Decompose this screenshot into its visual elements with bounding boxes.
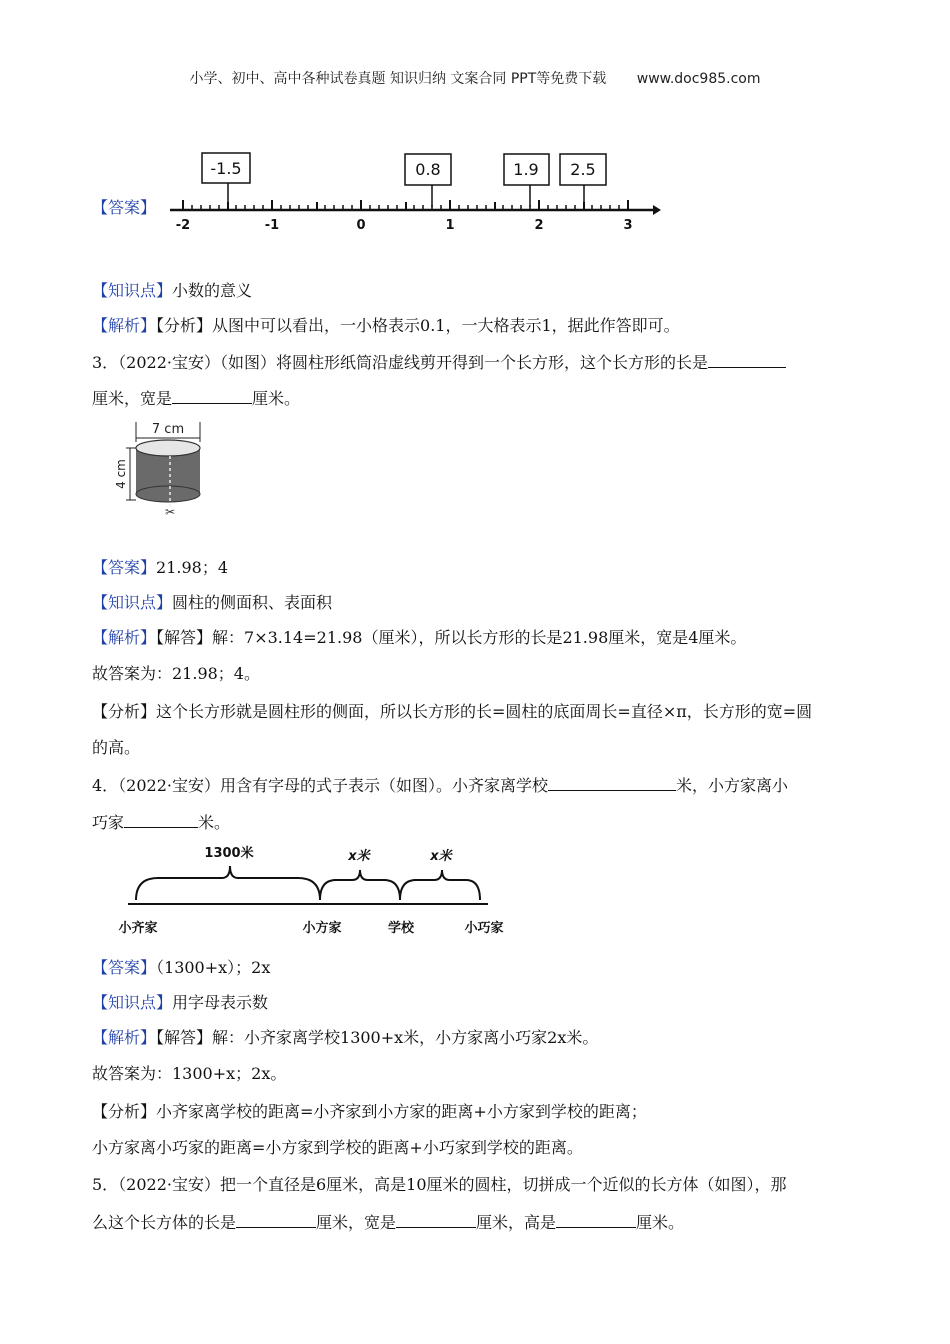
q4-answer-row (92, 957, 270, 979)
knowledge-label: 【知识点】 (92, 281, 173, 300)
knowledge-text: 用字母表示数 (172, 993, 269, 1012)
analysis-label: 【解析】 (92, 316, 157, 335)
major-ticks (183, 200, 628, 210)
point-label: 学校 (387, 921, 415, 936)
tick-label: 1 (445, 218, 455, 233)
cylinder-diameter-label: 7 cm (151, 422, 185, 437)
header-site: www.doc985.com (636, 71, 761, 87)
answer-blank[interactable] (548, 774, 676, 791)
brace-x2 (400, 870, 480, 900)
brace-x1 (320, 870, 400, 900)
header-text: 小学、初中、高中各种试卷真题 知识归纳 文案合同 PPT等免费下载 (189, 71, 607, 87)
analysis-text: 【分析】从图中可以看出，一小格表示0.1，一大格表示1，据此作答即可。 (156, 316, 680, 335)
analysis-label: 【解析】 (92, 1028, 157, 1047)
page-header (0, 68, 950, 88)
q5-stem-text: 厘米。 (636, 1213, 685, 1232)
q3-analysis-row (92, 627, 746, 649)
q3-stem-text: 厘米，宽是 (92, 389, 173, 408)
answer-text: （1300+x）；2x (156, 958, 271, 977)
q4-stem-line2 (92, 811, 230, 834)
tick-label: -1 (264, 218, 280, 233)
knowledge-text: 圆柱的侧面积、表面积 (172, 593, 333, 612)
knowledge-text: 小数的意义 (172, 281, 253, 300)
q5-stem-text: 厘米，宽是 (316, 1213, 397, 1232)
analysis-text: 【解答】解：小齐家离学校1300+x米，小方家离小巧家2x米。 (156, 1028, 599, 1047)
q2-answer-row (92, 197, 156, 219)
q4-stem-text: 米，小方家离小 (676, 776, 789, 795)
brace-label-x: x米 (430, 849, 452, 864)
analysis-text: 【解答】解：7×3.14=21.98（厘米），所以长方形的长是21.98厘米，宽是4厘米。 (156, 628, 747, 647)
q4-stem-text: 米。 (198, 813, 231, 832)
answer-label: 【答案】 (92, 198, 157, 217)
knowledge-label: 【知识点】 (92, 593, 173, 612)
answer-label: 【答案】 (92, 958, 157, 977)
q4-stem-text: 4．（2022·宝安）用含有字母的式子表示（如图）。小齐家离学校 (92, 776, 548, 795)
scissors-icon: ✂ (165, 505, 176, 518)
tick-label: -2 (175, 218, 191, 233)
marker-value: 0.8 (415, 160, 441, 179)
q5-stem-text: 么这个长方体的长是 (92, 1213, 237, 1232)
q3-answer-row (92, 557, 228, 579)
answer-text: 21.98；4 (156, 558, 229, 577)
q4-conclusion: 故答案为：1300+x；2x。 (92, 1064, 287, 1083)
point-label: 小齐家 (118, 921, 158, 936)
number-line-arrow (653, 205, 661, 215)
q5-stem-line2 (92, 1211, 684, 1234)
brace-1300 (136, 866, 320, 900)
q2-analysis-row (92, 315, 680, 337)
answer-label: 【答案】 (92, 558, 157, 577)
q3-fenxi-line2: 的高。 (92, 738, 141, 757)
q4-stem-line1 (92, 774, 788, 797)
brace-label-1300: 1300米 (204, 846, 254, 861)
q3-stem-line2 (92, 387, 300, 410)
q4-fenxi-line2: 小方家离小巧家的距离=小方家到学校的距离+小巧家到学校的距离。 (92, 1138, 583, 1157)
tick-label: 3 (623, 218, 633, 233)
marker-value: 1.9 (513, 160, 539, 179)
analysis-label: 【解析】 (92, 628, 157, 647)
marker-value: 2.5 (570, 160, 596, 179)
q5-stem-line1: 5．（2022·宝安）把一个直径是6厘米，高是10厘米的圆柱，切拼成一个近似的长方体（如图），那 (92, 1175, 787, 1194)
answer-blank[interactable] (236, 1211, 316, 1228)
answer-blank[interactable] (124, 811, 198, 828)
tick-label: 2 (534, 218, 544, 233)
point-label: 小巧家 (464, 921, 504, 936)
q3-stem-line1 (92, 351, 786, 374)
q4-stem-text: 巧家 (92, 813, 125, 832)
q3-knowledge-row (92, 592, 332, 614)
point-label: 小方家 (302, 921, 342, 936)
q4-fenxi-line1: 【分析】小齐家离学校的距离=小齐家到小方家的距离+小方家到学校的距离； (92, 1102, 647, 1121)
tick-label: 0 (356, 218, 366, 233)
q4-analysis-row (92, 1027, 598, 1049)
answer-blank[interactable] (172, 387, 252, 404)
q3-fenxi-line1: 【分析】这个长方形就是圆柱形的侧面，所以长方形的长=圆柱的底面周长=直径×π，长方形的宽=圆 (92, 702, 813, 721)
q3-stem-text: 厘米。 (252, 389, 301, 408)
answer-blank[interactable] (396, 1211, 476, 1228)
cylinder-figure (112, 418, 212, 518)
q2-knowledge-row (92, 280, 252, 302)
q4-knowledge-row (92, 992, 268, 1014)
q3-conclusion: 故答案为：21.98；4。 (92, 664, 260, 683)
brace-label-x: x米 (348, 849, 370, 864)
cylinder-bottom (136, 486, 200, 502)
answer-blank[interactable] (708, 351, 786, 368)
answer-blank[interactable] (556, 1211, 636, 1228)
q3-stem-text: 3．（2022·宝安）（如图）将圆柱形纸筒沿虚线剪开得到一个长方形，这个长方形的长是 (92, 353, 708, 372)
knowledge-label: 【知识点】 (92, 993, 173, 1012)
cylinder-height-label: 4 cm (114, 459, 128, 489)
number-line-figure (165, 145, 665, 240)
q5-stem-text: 厘米，高是 (476, 1213, 557, 1232)
marker-value: -1.5 (210, 159, 242, 178)
cylinder-top (136, 440, 200, 456)
distance-figure (108, 840, 528, 940)
